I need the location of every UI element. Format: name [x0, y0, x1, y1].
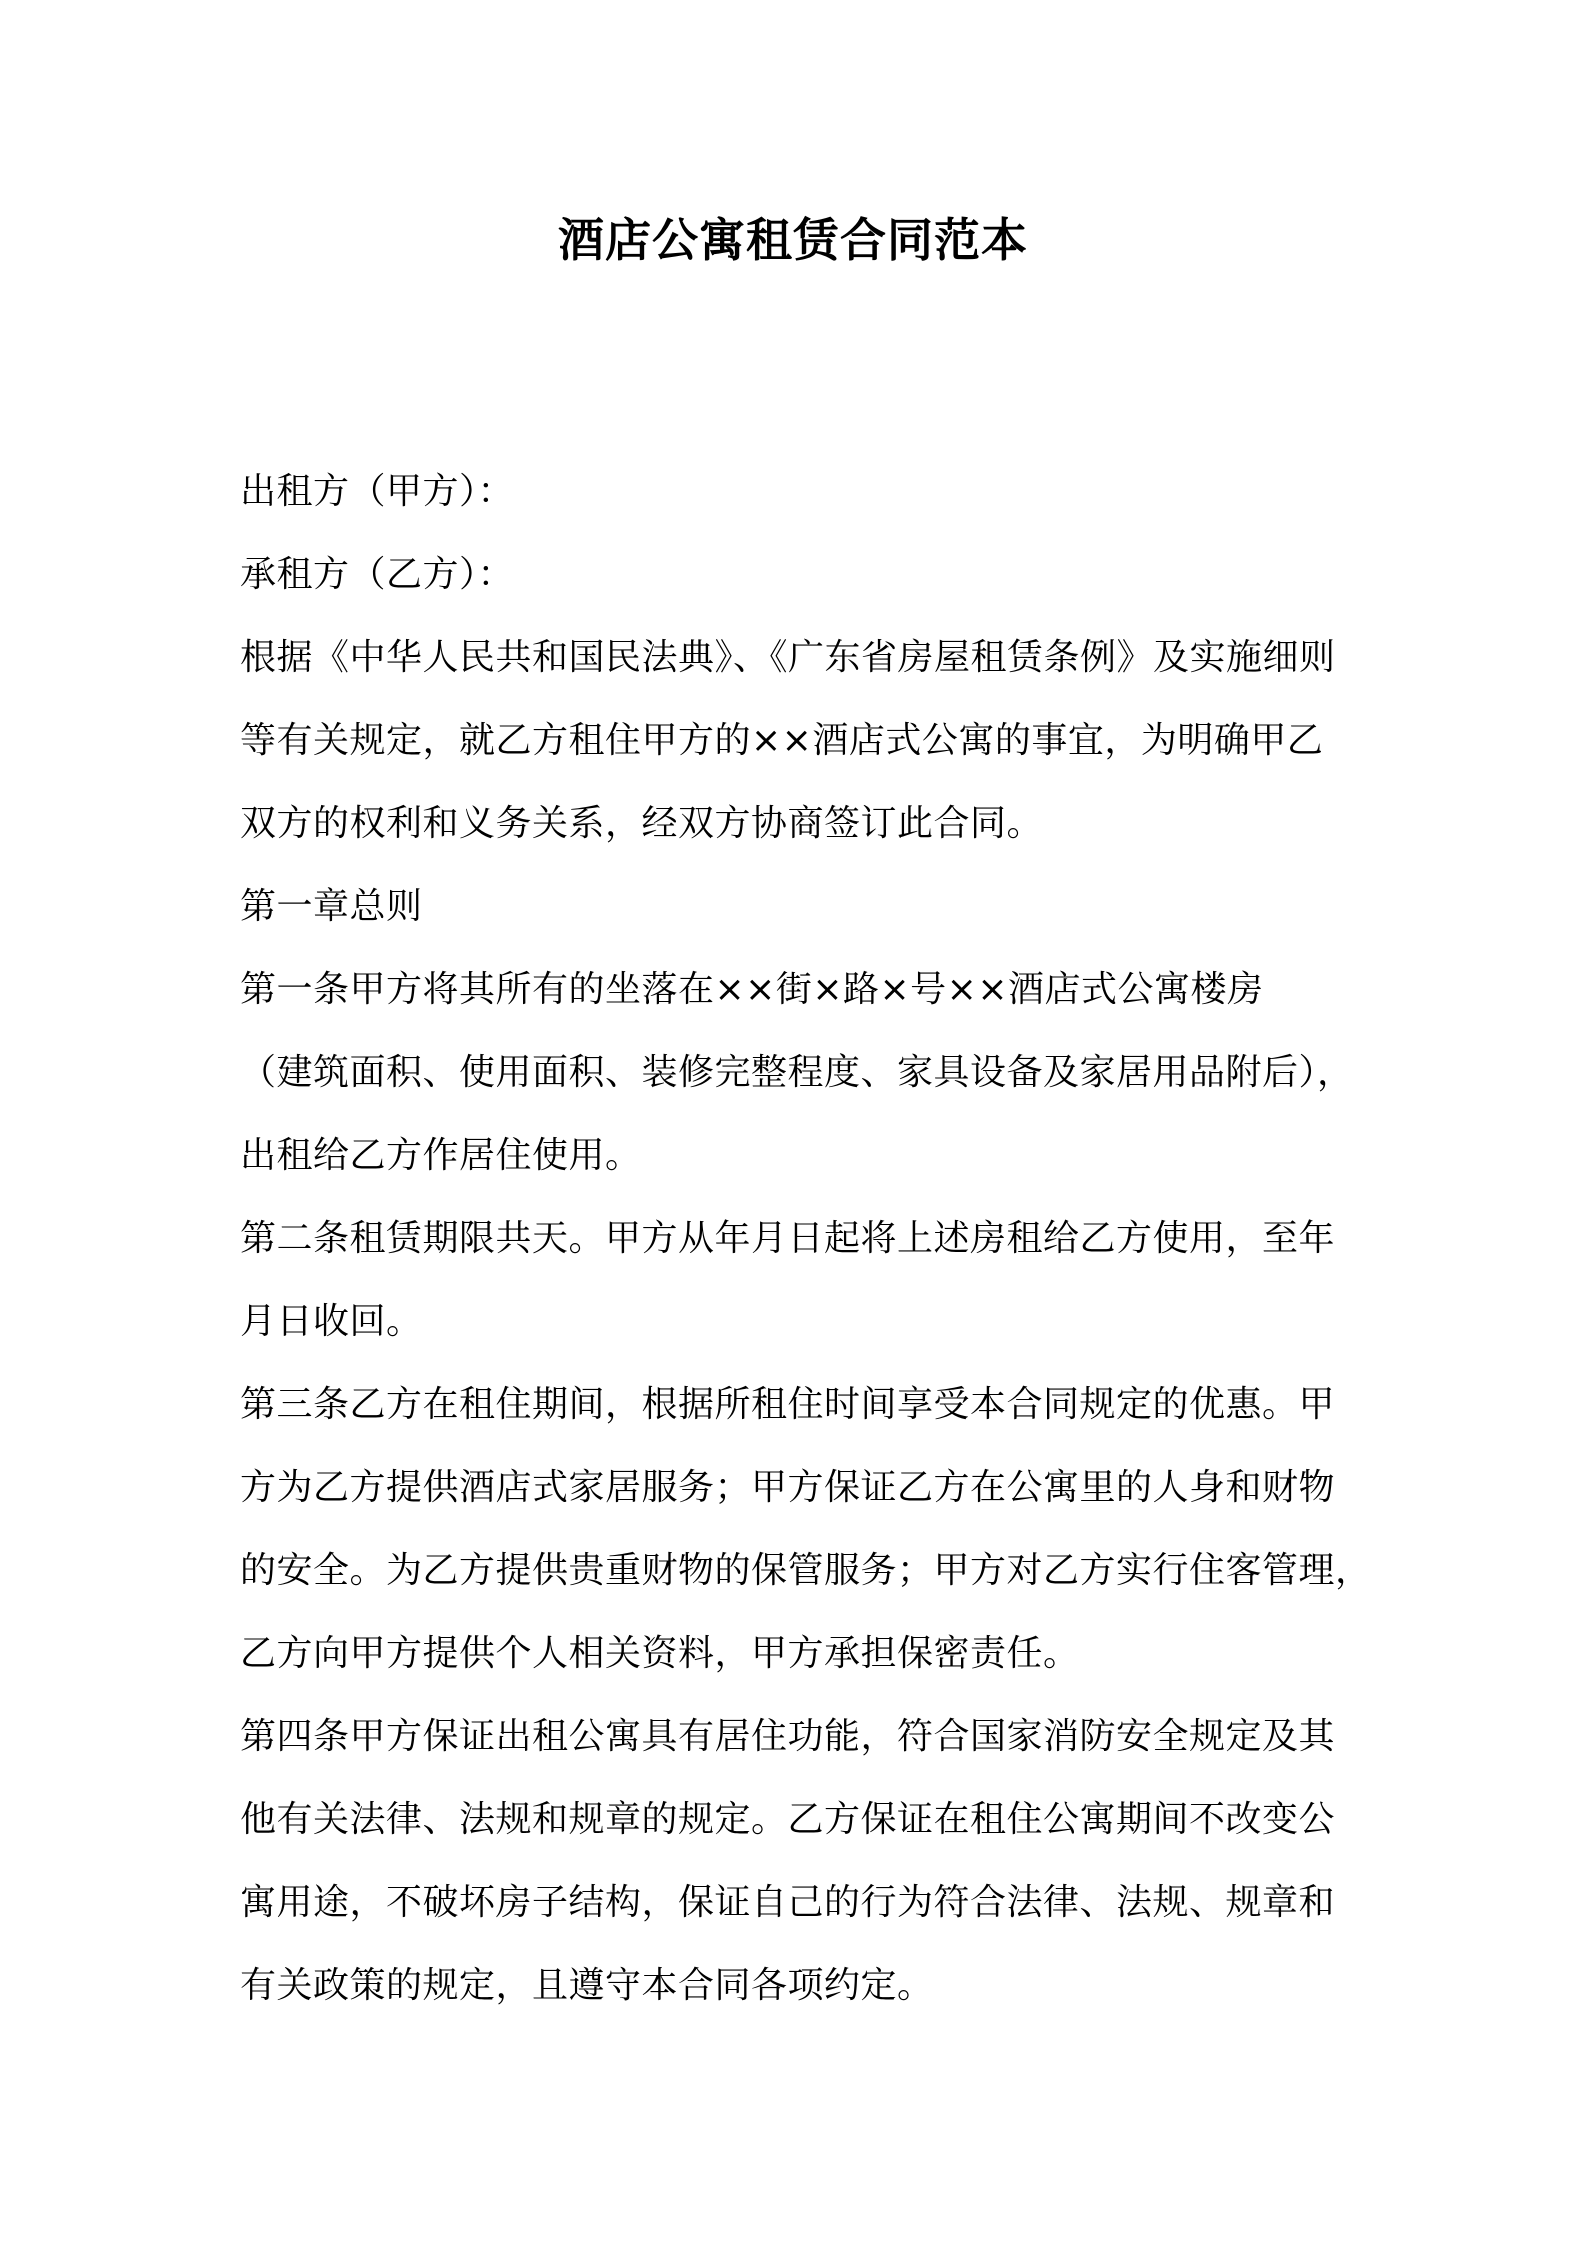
article-2-line-1: 第二条租赁期限共天。甲方从年月日起将上述房租给乙方使用，至年 [240, 1218, 1336, 1259]
preamble-line-3: 双方的权利和义务关系，经双方协商签订此合同。 [240, 803, 1044, 844]
article-3-line-3: 的安全。为乙方提供贵重财物的保管服务；甲方对乙方实行住客管理， [240, 1550, 1372, 1591]
document-title: 酒店公寓租赁合同范本 [558, 213, 1028, 267]
party-b-line: 承租方（乙方）： [240, 554, 515, 595]
article-4-line-2: 他有关法律、法规和规章的规定。乙方保证在租住公寓期间不改变公 [240, 1799, 1336, 1840]
article-1-line-1: 第一条甲方将其所有的坐落在××街×路×号××酒店式公寓楼房 [240, 969, 1264, 1010]
article-3-line-1: 第三条乙方在租住期间，根据所租住时间享受本合同规定的优惠。甲 [240, 1384, 1336, 1425]
party-a-line: 出租方（甲方）： [240, 471, 515, 512]
document-body [240, 450, 1372, 2027]
article-4-line-3: 寓用途，不破坏房子结构，保证自己的行为符合法律、法规、规章和 [240, 1882, 1336, 1923]
article-4-line-4: 有关政策的规定，且遵守本合同各项约定。 [240, 1965, 934, 2006]
article-3-line-2: 方为乙方提供酒店式家居服务；甲方保证乙方在公寓里的人身和财物 [240, 1467, 1336, 1508]
preamble-line-1: 根据《中华人民共和国民法典》、《广东省房屋租赁条例》及实施细则 [240, 637, 1336, 678]
article-2-line-2: 月日收回。 [240, 1301, 423, 1342]
preamble-line-2: 等有关规定，就乙方租住甲方的××酒店式公寓的事宜，为明确甲乙 [240, 720, 1324, 761]
article-1-line-2: （建筑面积、使用面积、装修完整程度、家具设备及家居用品附后）， [240, 1052, 1354, 1093]
article-3-line-4: 乙方向甲方提供个人相关资料，甲方承担保密责任。 [240, 1633, 1080, 1674]
chapter-heading: 第一章总则 [240, 886, 423, 927]
article-4-line-1: 第四条甲方保证出租公寓具有居住功能，符合国家消防安全规定及其 [240, 1716, 1336, 1757]
article-1-line-3: 出租给乙方作居住使用。 [240, 1135, 642, 1176]
